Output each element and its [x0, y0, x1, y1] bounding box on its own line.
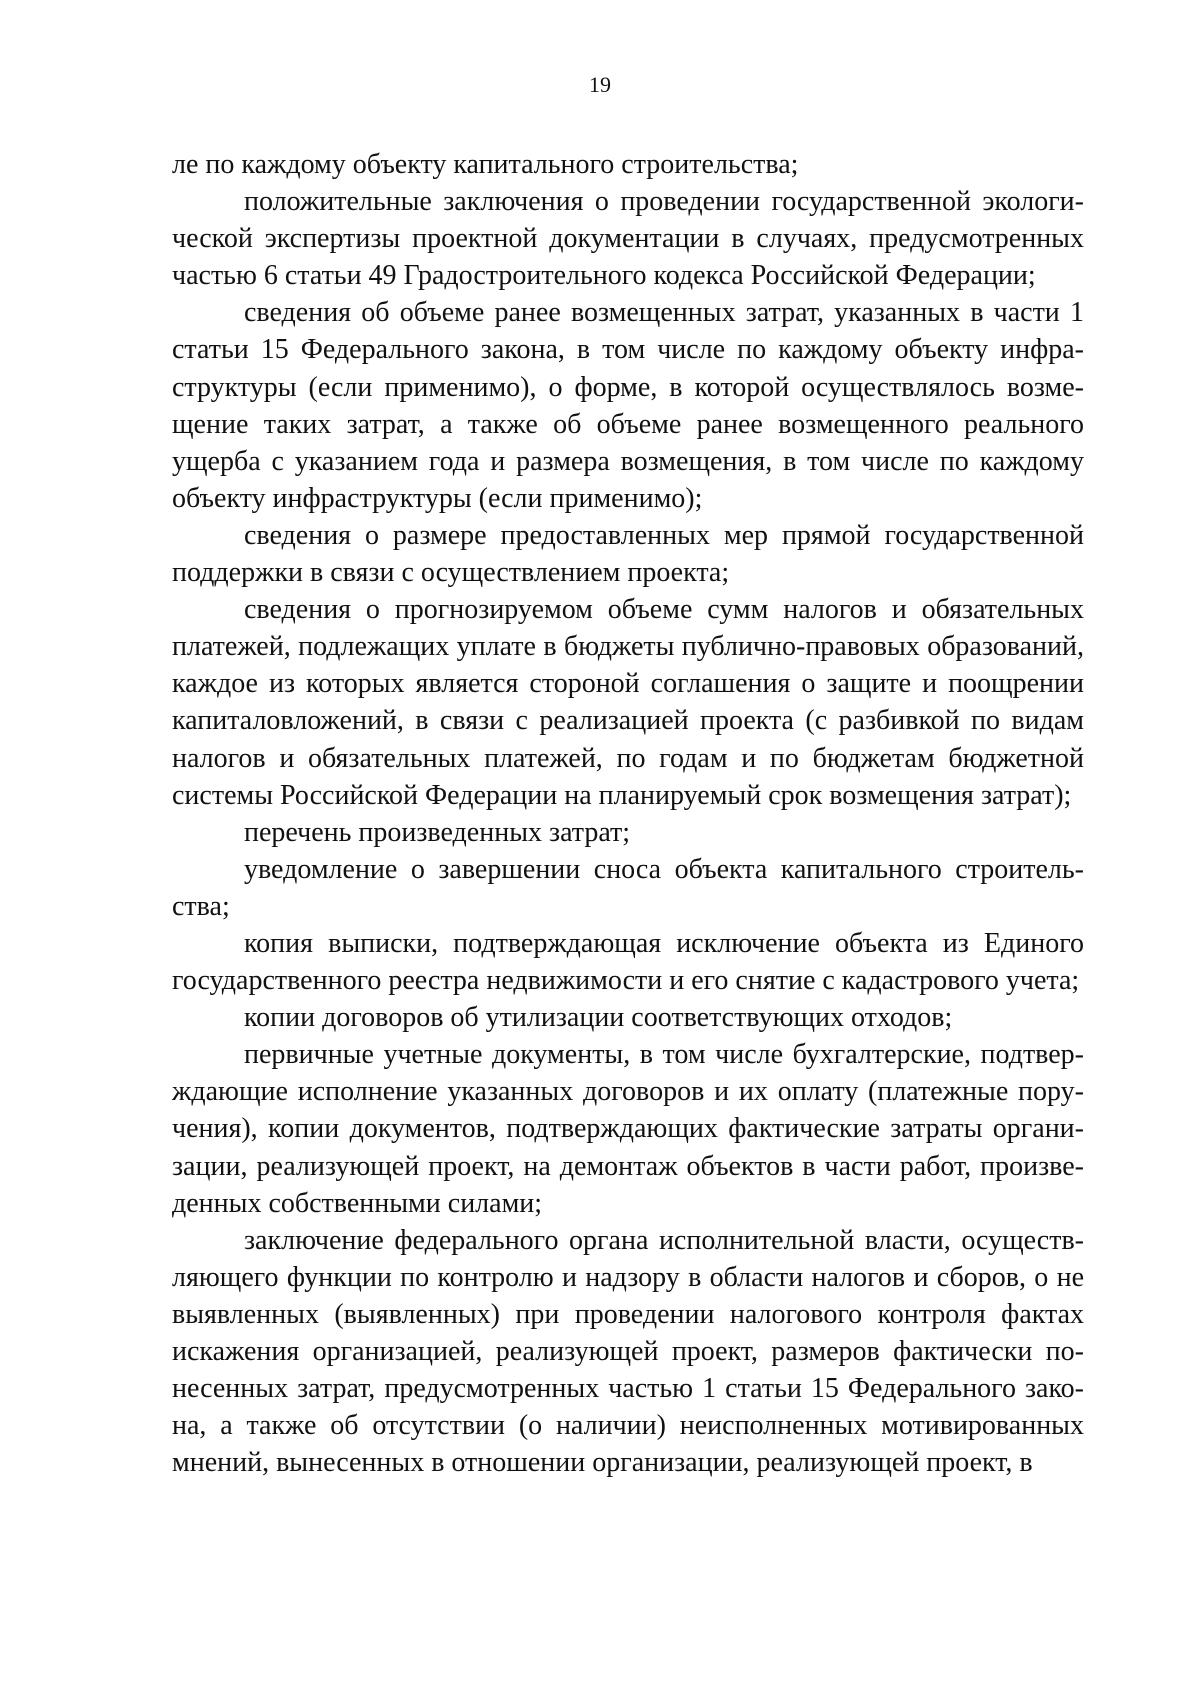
page-number: 19	[589, 72, 611, 97]
paragraph-reimbursed-costs: сведения об объеме ранее возмещенных затрат, указанных в части 1 статьи 15 Федерального закона, в том числе по каждому объекту инфраструктуры (если применимо), о форме, в которой осуществлялось возмещение таких затрат, а также об объеме ранее возмещенного реального ущерба с указанием года и размера возмещения, в том числе по каждому объекту инфраструктуры (если применимо);	[172, 297, 1084, 514]
paragraph-ecological-expertise: положительные заключения о проведении государственной экологической экспертизы проектной документации в случаях, предусмотренных частью 6 статьи 49 Градостроительного кодекса Российской Федерации;	[172, 186, 1084, 292]
paragraph-demolition-notice: уведомление о завершении сноса объекта капитального строительства;	[172, 853, 1084, 922]
paragraph-tax-authority-conclusion: заключение федерального органа исполнительной власти, осуществляющего функции по контролю и надзору в области налогов и сборов, о не выявленных (выявленных) при проведении налогового контроля фактах искажения организацией, реализующей проект, размеров фактически понесенных затрат, предусмотренных частью 1 статьи 15 Федерального закона, а также об отсутствии (о наличии) неисполненных мотивированных мнений, вынесенных в отношении организации, реализующей проект, в	[172, 1224, 1084, 1479]
document-body	[172, 146, 1084, 1481]
paragraph-cost-list: перечень произведенных затрат;	[244, 816, 631, 848]
paragraph-waste-contracts: копии договоров об утилизации соответствующих отходов;	[244, 1002, 953, 1034]
paragraph-tax-forecast: сведения о прогнозируемом объеме сумм налогов и обязательных платежей, подлежащих уплате в бюджеты публично-правовых образований, каждое из которых является стороной соглашения о защите и поощрении капиталовложений, в связи с реализацией проекта (с разбивкой по видам налогов и обязательных платежей, по годам и по бюджетам бюджетной системы Российской Федерации на планируемый срок возмещения затрат);	[172, 594, 1084, 811]
paragraph-state-support: сведения о размере предоставленных мер прямой государственной поддержки в связи с осуществлением проекта;	[172, 519, 1084, 589]
paragraph-continuation: ле по каждому объекту капитального строительства;	[172, 149, 799, 180]
paragraph-accounting-documents: первичные учетные документы, в том числе бухгалтерские, подтверждающие исполнение указанных договоров и их оплату (платежные поручения), копии документов, подтверждающих фактические затраты организации, реализующей проект, на демонтаж объектов в части работ, произведенных собственными силами;	[172, 1039, 1084, 1219]
paragraph-registry-extract: копия выписки, подтверждающая исключение объекта из Единого государственного реестра недвижимости и его снятие с кадастрового учета;	[172, 927, 1084, 997]
